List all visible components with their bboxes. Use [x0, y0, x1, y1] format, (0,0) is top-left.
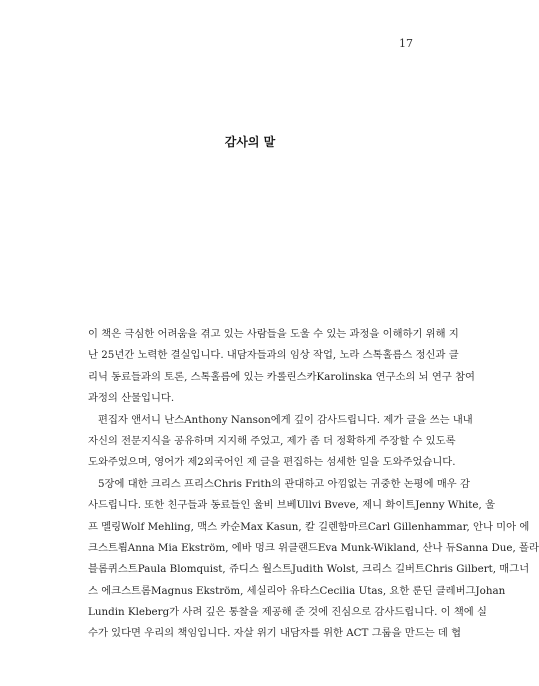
text-line: 5장에 대한 크리스 프리스Chris Frith의 관대하고 아낌없는 귀중한 논평에 매우 감	[98, 477, 470, 490]
text-line: 크스트룀Anna Mia Ekström, 에바 멍크 위클랜드Eva Munk-Wikland, 산나 듀Sanna Due, 폴라	[88, 541, 539, 554]
text-line: 사드립니다. 또한 친구들과 동료들인 울비 브베Ullvi Bveve, 제니 화이트Jenny White, 울	[88, 499, 496, 512]
text-line: 수가 있다면 우리의 책임입니다. 자살 위기 내담자를 위한 ACT 그룹을 만드는 데 협	[88, 627, 462, 640]
text-line: 스 에크스트롬Magnus Ekström, 세실리아 유타스Cecilia Utas, 요한 룬딘 클레버그Johan	[88, 584, 506, 597]
body-text	[88, 324, 539, 645]
text-line: 이 책은 극심한 어려움을 겪고 있는 사람들을 도울 수 있는 과정을 이해하기 위해 지	[88, 328, 459, 340]
text-line: Lundin Kleberg가 사려 깊은 통찰을 제공해 준 것에 진심으로 감사드립니다. 이 책에 실	[88, 606, 487, 619]
text-line: 프 멜링Wolf Mehling, 맥스 카순Max Kasun, 칼 길렌함마르Carl Gillenhammar, 안나 미아 에	[88, 520, 530, 533]
text-line: 블롬퀴스트Paula Blomquist, 쥬디스 월스트Judith Wolst, 크리스 길버트Chris Gilbert, 매그너	[88, 563, 530, 576]
text-line: 리닉 동료들과의 토론, 스톡홀름에 있는 카롤린스카Karolinska 연구소의 뇌 연구 참여	[88, 370, 475, 383]
page-number: 17	[399, 37, 413, 50]
page-title: 감사의 말	[224, 135, 276, 149]
text-line: 도와주었으며, 영어가 제2외국어인 제 글을 편집하는 섬세한 일을 도와주었습니다.	[88, 456, 456, 469]
text-line: 편집자 앤서니 난스Anthony Nanson에게 깊이 감사드립니다. 제가 글을 쓰는 내내	[98, 413, 473, 426]
text-line: 자신의 전문지식을 공유하며 지지해 주었고, 제가 좀 더 정확하게 주장할 수 있도록	[88, 434, 456, 447]
text-line: 난 25년간 노력한 결실입니다. 내담자들과의 임상 작업, 노라 스톡홀름스 정신과 클	[88, 349, 459, 362]
text-line: 과정의 산물입니다.	[88, 392, 175, 405]
